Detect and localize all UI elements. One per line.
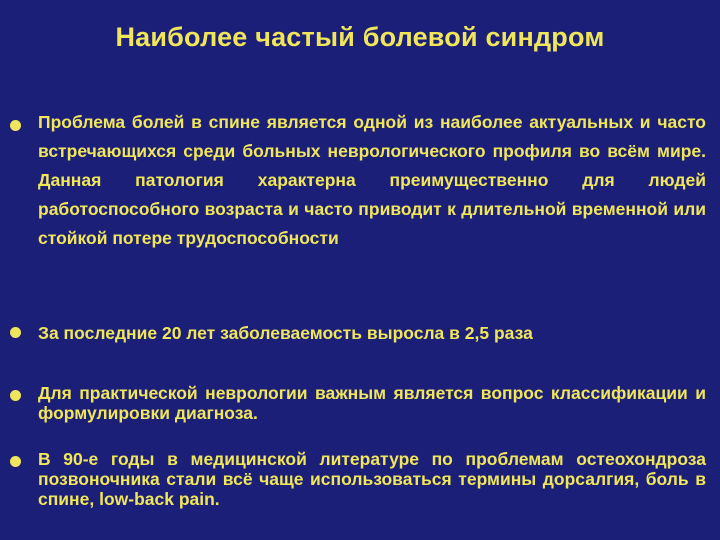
bullet-dot-icon <box>10 456 21 467</box>
bullet-dot-icon <box>10 327 21 338</box>
bullet-dot-icon <box>10 120 21 131</box>
bullet-text: Проблема болей в спине является одной из наиболее актуальных и часто встречающихся среди больных неврологического профиля во всём мире. Данная патология характерна преимущественно для людей работоспособного возраста и часто приводит к длительной временной или стойкой потере трудоспособности <box>38 112 706 248</box>
bullet-text: За последние 20 лет заболеваемость выросла в 2,5 раза <box>38 323 533 343</box>
slide-title: Наиболее частый болевой синдром <box>115 22 605 52</box>
bullet-text: В 90-е годы в медицинской литературе по проблемам остеохондроза позвоночника стали всё чаще использоваться термины дорсалгия, боль в спине, low-back pain. <box>38 449 706 509</box>
bullet-text: Для практической неврологии важным является вопрос классификации и формулировки диагноза. <box>38 383 706 423</box>
bullet-dot-icon <box>10 390 21 401</box>
